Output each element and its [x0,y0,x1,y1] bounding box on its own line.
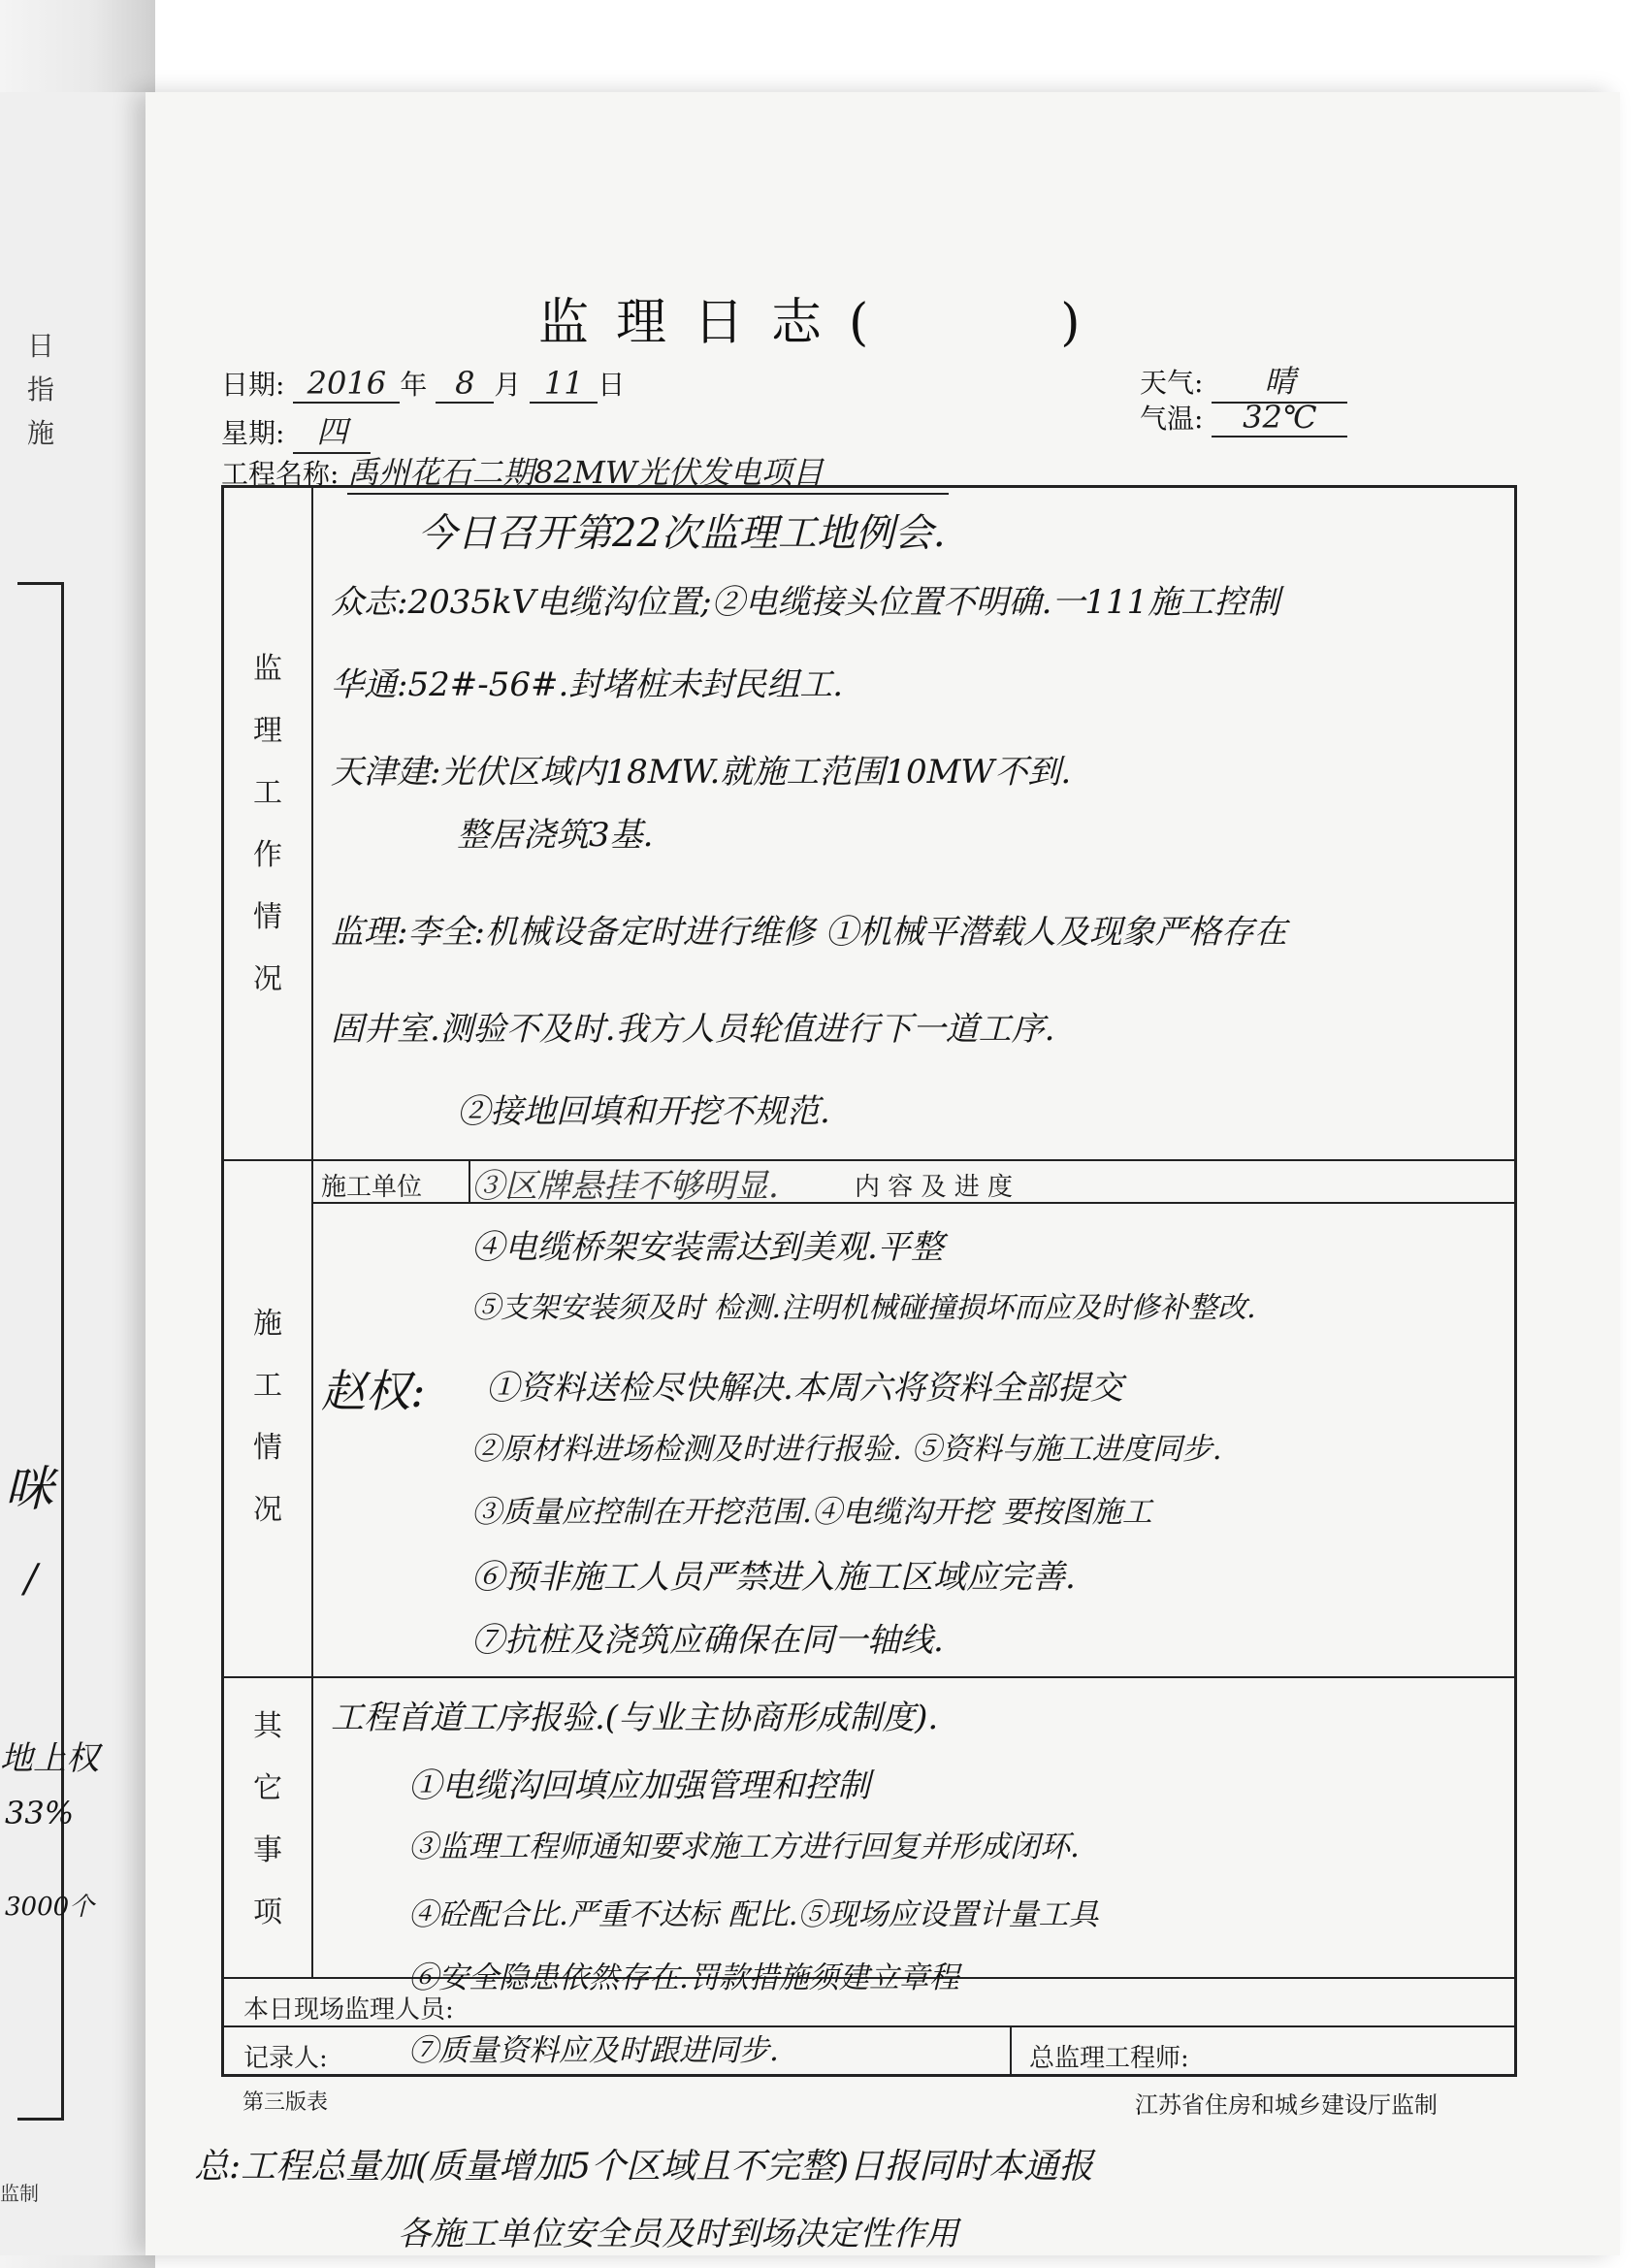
label-char: 情 [253,900,282,934]
weather-field [1140,357,1347,404]
title-text: 监理日志( [538,294,896,352]
left-mark: / [24,1557,38,1602]
divider-construction [224,1676,1514,1678]
date-month: 8 [436,365,494,404]
construction-line: ①资料送检尽快解决.本周六将资料全部提交 [486,1369,1123,1408]
left-page [0,92,146,2255]
form-edition: 第三版表 [242,2090,329,2115]
supervision-line: 天津建:光伏区域内18MW.就施工范围10MW不到. [331,753,1072,792]
recorder-label: 记录人: [243,2044,328,2073]
supervision-section-label [224,638,311,1011]
date-field [221,364,625,404]
weather-label: 天气: [1140,367,1204,399]
supervision-line: 监理:李全:机械设备定时进行维修 ①机械平潜载人及现象严格存在 [331,913,1287,952]
label-char: 施 [253,1307,282,1341]
bottom-note: 各施工单位安全员及时到场决定性作用 [398,2215,958,2253]
date-day: 11 [530,365,598,404]
supervision-line: 今日召开第22次监理工地例会. [418,511,946,556]
label-char: 理 [253,714,282,748]
temperature-field [1140,398,1347,437]
year-label: 年 [400,369,428,401]
weekday-field [221,407,371,454]
label-char: 监 [253,652,282,686]
chief-divider [1010,2025,1012,2074]
other-line: ③监理工程师通知要求施工方进行回复并形成闭环. [408,1830,1080,1864]
left-mark: 指 [27,373,55,405]
bottom-note: 总:工程总量加(质量增加5个区域且不完整)日报同时本通报 [194,2147,1094,2187]
title-close-paren: ) [1060,294,1108,352]
left-mark: 33% [5,1795,75,1831]
construction-line: ⑦抗桩及浇筑应确保在同一轴线. [471,1621,944,1660]
chief-label: 总监理工程师: [1029,2044,1189,2073]
other-section-label [224,1696,311,1944]
supervision-line: 固井室.测验不及时.我方人员轮值进行下一道工序. [331,1010,1055,1049]
content-header: 内 容 及 进 度 [855,1173,1014,1202]
project-label: 工程名称: [221,458,340,490]
temperature-value: 32℃ [1212,399,1347,437]
construction-line: ③质量应控制在开挖范围.④电缆沟开挖 要按图施工 [471,1495,1152,1530]
other-line: ④砼配合比.严重不达标 配比.⑤现场应设置计量工具 [408,1897,1099,1932]
label-column-divider [311,488,313,1977]
label-char: 作 [253,838,282,872]
weather-value: 晴 [1212,357,1347,404]
construction-line: ②原材料进场检测及时进行报验. ⑤资料与施工进度同步. [471,1432,1222,1467]
supervision-line: 众志:2035kV电缆沟位置;②电缆接头位置不明确.一111施工控制 [331,583,1280,622]
label-char: 工 [253,776,282,810]
issuer-text: 江苏省住房和城乡建设厅监制 [1135,2091,1438,2119]
other-line: ①电缆沟回填应加强管理和控制 [408,1766,870,1805]
supervision-line: 整居浇筑3基. [457,816,654,855]
construction-name: 赵权: [321,1365,426,1417]
date-year: 2016 [293,365,400,404]
month-label: 月 [494,369,522,401]
label-char: 工 [253,1369,282,1403]
construction-line: ⑤支架安装须及时 检测.注明机械碰撞损坏而应及时修补整改. [471,1291,1256,1325]
page-title [538,281,1108,354]
divider-supervision [224,1159,1514,1161]
construction-line: ④电缆桥架安装需达到美观.平整 [471,1228,944,1267]
other-line: ⑦质量资料应及时跟进同步. [408,2033,779,2068]
label-char: 况 [253,1493,282,1527]
other-line: ⑥安全隐患依然存在.罚款措施须建立章程 [408,1960,959,1995]
left-mark: 3000个 [5,1893,95,1922]
temperature-label: 气温: [1140,403,1204,435]
construction-section-label [224,1293,311,1541]
left-mark: 咪 [5,1461,53,1517]
supervision-line: 华通:52#-56#.封堵桩未封民组工. [331,665,844,704]
day-label: 日 [598,369,626,401]
label-char: 项 [253,1895,282,1929]
weekday-label: 星期: [221,417,285,449]
label-char: 其 [253,1709,282,1743]
left-mark: 地上权 [0,1739,99,1778]
construction-unit-header: 施工单位 [321,1173,423,1202]
log-table [221,485,1517,2077]
left-mark: 日 [27,330,55,362]
label-char: 情 [253,1431,282,1465]
weekday-value: 四 [293,407,371,454]
date-label: 日期: [221,369,285,401]
left-mark: 施 [27,417,55,449]
label-char: 况 [253,962,282,996]
supervision-line: ②接地回填和开挖不规范. [457,1092,830,1131]
unit-column-divider [469,1159,470,1202]
other-line: 工程首道工序报验.(与业主协商形成制度). [331,1699,939,1737]
label-char: 它 [253,1771,282,1805]
onsite-label: 本日现场监理人员: [243,1995,454,2025]
project-value: 禹州花石二期82MW光伏发电项目 [347,448,949,495]
left-mark: 监制 [0,2182,39,2205]
construction-line: ③区牌悬挂不够明显. [471,1167,779,1206]
construction-line: ⑥预非施工人员严禁进入施工区域应完善. [471,1558,1076,1597]
label-char: 事 [253,1833,282,1867]
